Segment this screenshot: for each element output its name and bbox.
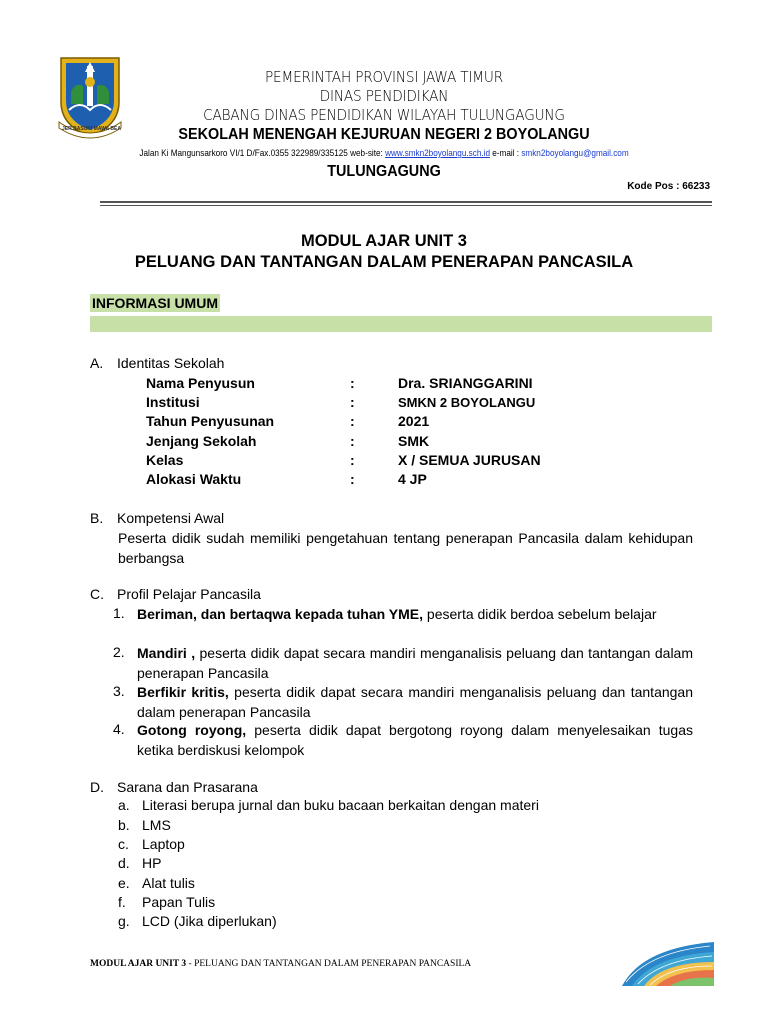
row-label: Tahun Penyusunan	[146, 413, 275, 429]
section-letter: A.	[90, 355, 104, 371]
footer-bold: MODUL AJAR UNIT 3	[90, 959, 187, 969]
letterhead-department: DINAS PENDIDIKAN	[319, 87, 449, 105]
row-value: 2021	[398, 413, 430, 429]
letterhead-government: PEMERINTAH PROVINSI JAWA TIMUR	[265, 68, 503, 86]
email-label: e-mail :	[492, 148, 520, 159]
list-letter: e.	[118, 875, 130, 891]
section-letter: C.	[90, 586, 104, 602]
list-letter: g.	[118, 913, 130, 929]
row-colon: :	[350, 452, 355, 468]
list-number: 1.	[113, 605, 125, 621]
row-label: Jenjang Sekolah	[146, 433, 257, 449]
list-number: 4.	[113, 721, 125, 737]
item-text: peserta didik dapat secara mandiri menganalisis peluang dan tantangan dalam penerapan Pancasila	[137, 684, 693, 720]
email-link[interactable]: smkn2boyolangu@gmail.com	[521, 148, 629, 159]
item-bold: Berfikir kritis,	[137, 684, 229, 700]
list-item: LMS	[142, 817, 171, 833]
list-item: Papan Tulis	[142, 894, 216, 910]
list-letter: d.	[118, 855, 130, 871]
item-bold: Beriman, dan bertaqwa kepada tuhan YME,	[137, 606, 424, 622]
list-item: LCD (Jika diperlukan)	[142, 913, 277, 929]
row-colon: :	[350, 433, 355, 449]
logo-motto: JER BASUKI MAWA BEA	[62, 126, 121, 132]
list-letter: f.	[118, 894, 126, 910]
letterhead-divider-thin	[100, 205, 712, 206]
row-label: Institusi	[146, 394, 200, 410]
list-number: 2.	[113, 644, 125, 660]
row-value: 4 JP	[398, 471, 427, 487]
letterhead-branch: CABANG DINAS PENDIDIKAN WILAYAH TULUNGAGUNG	[203, 106, 565, 124]
section-title: Kompetensi Awal	[117, 510, 225, 526]
module-title: MODUL AJAR UNIT 3	[301, 232, 467, 250]
item-bold: Gotong royong,	[137, 722, 247, 738]
section-letter: B.	[90, 510, 104, 526]
row-colon: :	[350, 394, 355, 410]
section-d-heading	[90, 779, 690, 797]
list-letter: a.	[118, 797, 130, 813]
list-item	[137, 604, 693, 624]
list-item: HP	[142, 855, 162, 871]
letterhead-address	[54, 148, 714, 159]
section-title: Profil Pelajar Pancasila	[117, 586, 261, 602]
kompetensi-text: Peserta didik sudah memiliki pengetahuan tentang penerapan Pancasila dalam kehidupan berbangsa	[118, 530, 693, 566]
item-bold: Mandiri ,	[137, 645, 196, 661]
list-item: Laptop	[142, 836, 185, 852]
list-letter: b.	[118, 817, 130, 833]
section-b-heading	[90, 510, 690, 528]
item-text: peserta didik berdoa sebelum belajar	[423, 606, 657, 622]
website-link[interactable]: www.smkn2boyolangu.sch.id	[385, 148, 490, 159]
section-c-heading	[90, 586, 690, 604]
list-item	[137, 643, 693, 683]
section-a-heading	[90, 355, 690, 373]
row-label: Kelas	[146, 452, 184, 468]
section-letter: D.	[90, 779, 104, 795]
decorative-wave-graphic-icon	[622, 938, 714, 986]
info-highlight-bar	[90, 316, 712, 332]
item-text: peserta didik dapat bergotong royong dalam menyelesaikan tugas ketika berdiskusi kelompok	[137, 722, 693, 758]
row-value: X / SEMUA JURUSAN	[398, 452, 541, 468]
row-value: SMK	[398, 433, 430, 449]
list-letter: c.	[118, 836, 129, 852]
footer-text: - PELUANG DAN TANTANGAN DALAM PENERAPAN PANCASILA	[186, 959, 472, 969]
info-heading: INFORMASI UMUM	[92, 295, 218, 311]
address-text: Jalan Ki Mangunsarkoro VI/1 D/Fax.0355 322989/335125 web-site:	[139, 148, 383, 159]
row-colon: :	[350, 375, 355, 391]
section-title: Identitas Sekolah	[117, 355, 225, 371]
list-item: Alat tulis	[142, 875, 195, 891]
row-label: Alokasi Waktu	[146, 471, 242, 487]
postal-code: Kode Pos : 66233	[627, 181, 710, 192]
section-title: Sarana dan Prasarana	[117, 779, 258, 795]
list-item: Literasi berupa jurnal dan buku bacaan berkaitan dengan materi	[142, 797, 539, 813]
list-item	[137, 682, 693, 722]
module-subtitle: PELUANG DAN TANTANGAN DALAM PENERAPAN PANCASILA	[134, 253, 634, 271]
letterhead-city: TULUNGAGUNG	[327, 163, 441, 180]
row-colon: :	[350, 471, 355, 487]
row-colon: :	[350, 413, 355, 429]
row-label: Nama Penyusun	[146, 375, 255, 391]
row-value: Dra. SRIANGGARINI	[398, 375, 533, 391]
item-text: peserta didik dapat secara mandiri menganalisis peluang dan tantangan dalam penerapan Pancasila	[137, 645, 694, 681]
list-item	[137, 720, 693, 760]
page-footer	[90, 959, 471, 969]
letterhead-divider	[100, 201, 712, 203]
list-number: 3.	[113, 683, 125, 699]
letterhead-school-name: SEKOLAH MENENGAH KEJURUAN NEGERI 2 BOYOLANGU	[178, 126, 590, 143]
row-value: SMKN 2 BOYOLANGU	[398, 395, 536, 410]
